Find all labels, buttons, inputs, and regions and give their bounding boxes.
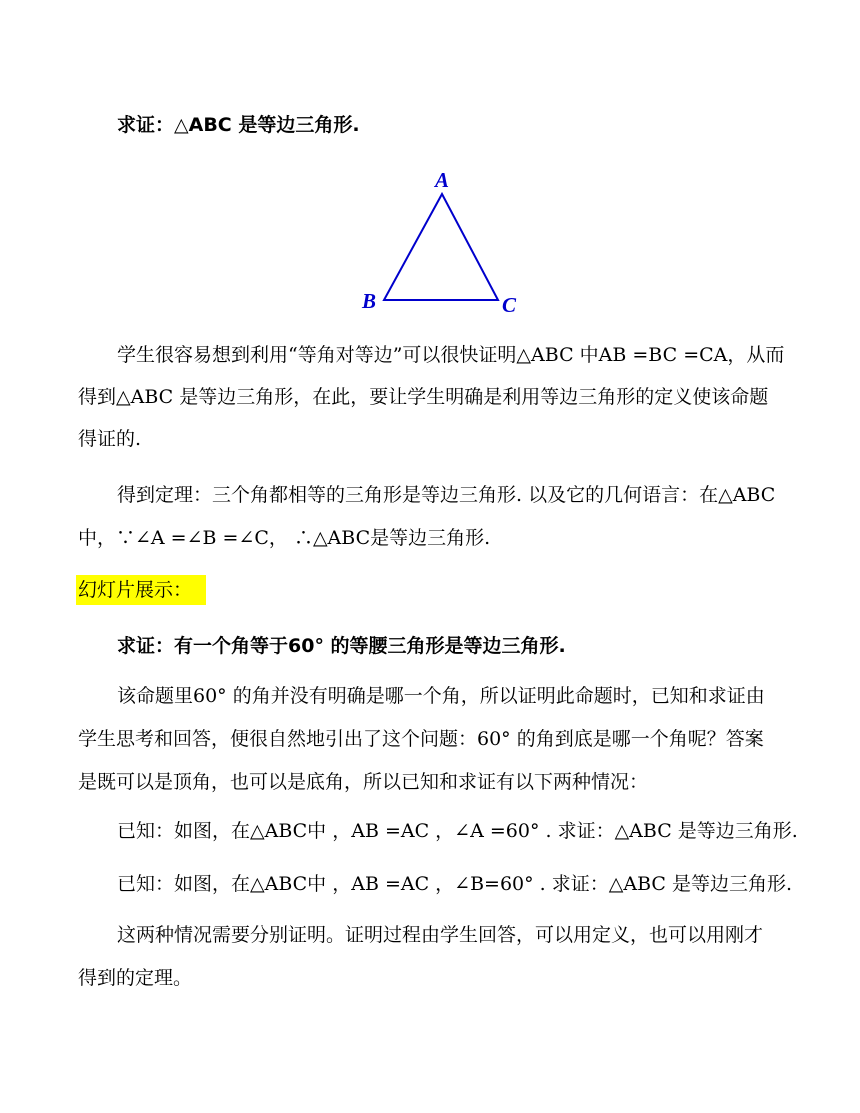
para4-line1: 这两种情况需要分别证明。证明过程由学生回答，可以用定义，也可以用刚才: [117, 924, 764, 946]
vertex-label-a: A: [435, 168, 450, 192]
para2-line1: 得到定理：三个角都相等的三角形是等边三角形. 以及它的几何语言：在△ABC: [117, 484, 776, 506]
proof-title: 求证：△ABC 是等边三角形.: [117, 114, 360, 136]
triangle-abc-shape: [384, 194, 498, 300]
slide-title: 求证：有一个角等于60° 的等腰三角形是等边三角形.: [117, 635, 566, 657]
para3-line1: 该命题里60° 的角并没有明确是哪一个角，所以证明此命题时，已知和求证由: [117, 685, 765, 707]
para3-line2: 学生思考和回答，便很自然地引出了这个问题：60° 的角到底是哪一个角呢？答案: [78, 728, 764, 750]
case2-given: 已知：如图，在△ABC中 ，AB =AC ，∠B=60° . 求证：△ABC 是等边三角形.: [117, 873, 793, 895]
para1-line2: 得到△ABC 是等边三角形，在此，要让学生明确是利用等边三角形的定义使该命题: [78, 386, 769, 408]
para2-line2: 中，∵∠A =∠B =∠C， ∴△ABC是等边三角形.: [78, 527, 491, 549]
para1-line1: 学生很容易想到利用“等角对等边”可以很快证明△ABC 中AB =BC =CA，从而: [117, 344, 785, 366]
slide-label: [76, 578, 206, 602]
para4-line2: 得到的定理。: [78, 967, 193, 989]
para3-line3: 是既可以是顶角，也可以是底角，所以已知和求证有以下两种情况：: [78, 771, 649, 793]
case1-given: 已知：如图，在△ABC中 ，AB =AC ，∠A =60° . 求证：△ABC 是等边三角形.: [117, 820, 798, 842]
slide-label-highlight: 幻灯片展示：: [76, 575, 206, 605]
vertex-label-c: C: [502, 293, 517, 315]
triangle-figure: [350, 165, 550, 315]
para1-line3: 得证的.: [78, 428, 142, 450]
vertex-label-b: B: [362, 289, 377, 313]
